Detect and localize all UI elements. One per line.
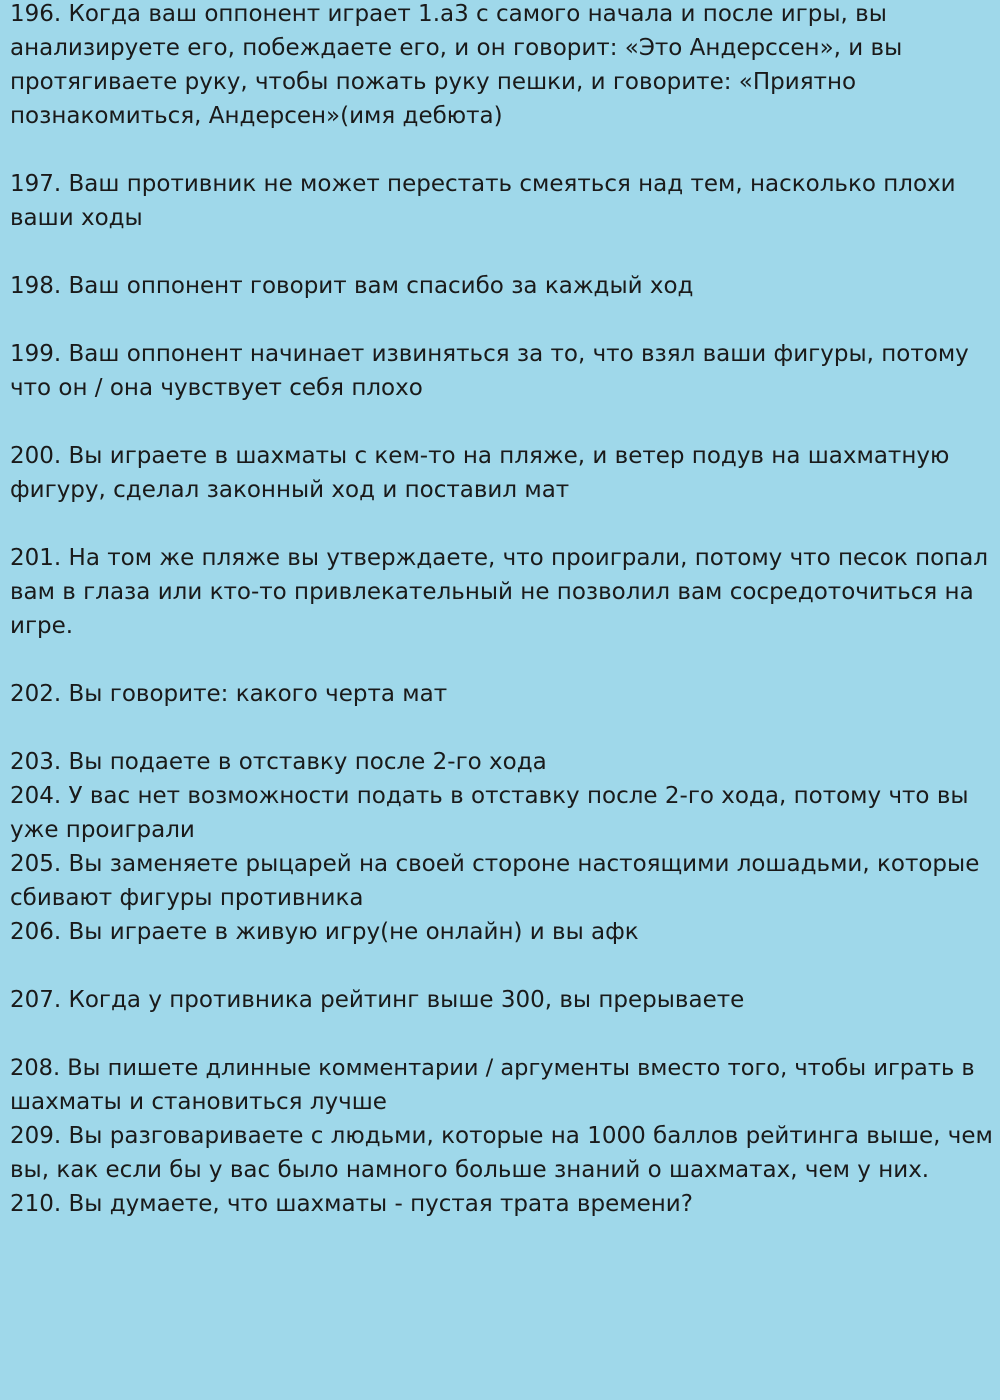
text-column [10, 0, 995, 1221]
blank-line [10, 643, 995, 677]
text-line: 205. Вы заменяете рыцарей на своей стороне настоящими лошадьми, которые [10, 851, 980, 877]
text-line: вам в глаза или кто-то привлекательный не позволил вам сосредоточиться на [10, 579, 974, 605]
text-line: 208. Вы пишете длинные комментарии / аргументы вместо того, чтобы играть в [10, 1055, 975, 1081]
blank-line [10, 133, 995, 167]
blank-line [10, 507, 995, 541]
text-line: игре. [10, 613, 74, 639]
text-line: 210. Вы думаете, что шахматы - пустая трата времени? [10, 1191, 693, 1217]
text-line: 206. Вы играете в живую игру(не онлайн) и вы афк [10, 919, 639, 945]
text-line: 207. Когда у противника рейтинг выше 300, вы прерываете [10, 987, 745, 1013]
text-line: что он / она чувствует себя плохо [10, 375, 423, 401]
blank-line [10, 405, 995, 439]
text-line: 201. На том же пляже вы утверждаете, что проиграли, потому что песок попал [10, 545, 989, 571]
text-line: 209. Вы разговариваете с людьми, которые на 1000 баллов рейтинга выше, чем [10, 1123, 993, 1149]
text-line: 197. Ваш противник не может перестать смеяться над тем, насколько плохи [10, 171, 956, 197]
text-line: 202. Вы говорите: какого черта мат [10, 681, 448, 707]
text-line: 203. Вы подаете в отставку после 2-го хода [10, 749, 547, 775]
text-line: сбивают фигуры противника [10, 885, 364, 911]
blank-line [10, 1017, 995, 1051]
blank-line [10, 235, 995, 269]
text-line: ваши ходы [10, 205, 143, 231]
text-line: шахматы и становиться лучше [10, 1089, 387, 1115]
text-line: протягиваете руку, чтобы пожать руку пешки, и говорите: «Приятно [10, 69, 857, 95]
text-line: вы, как если бы у вас было намного больше знаний о шахматах, чем у них. [10, 1157, 930, 1183]
text-line: 204. У вас нет возможности подать в отставку после 2-го хода, потому что вы [10, 783, 969, 809]
blank-line [10, 303, 995, 337]
text-line: 199. Ваш оппонент начинает извиняться за то, что взял ваши фигуры, потому [10, 341, 969, 367]
text-line: 196. Когда ваш оппонент играет 1.а3 с самого начала и после игры, вы [10, 1, 887, 27]
blank-line [10, 949, 995, 983]
text-line: фигуру, сделал законный ход и поставил мат [10, 477, 570, 503]
blank-line [10, 711, 995, 745]
text-line: анализируете его, побеждаете его, и он говорит: «Это Андерссен», и вы [10, 35, 903, 61]
text-line: познакомиться, Андерсен»(имя дебюта) [10, 103, 503, 129]
text-line: 198. Ваш оппонент говорит вам спасибо за каждый ход [10, 273, 694, 299]
text-line: уже проиграли [10, 817, 195, 843]
text-line: 200. Вы играете в шахматы с кем-то на пляже, и ветер подув на шахматную [10, 443, 950, 469]
